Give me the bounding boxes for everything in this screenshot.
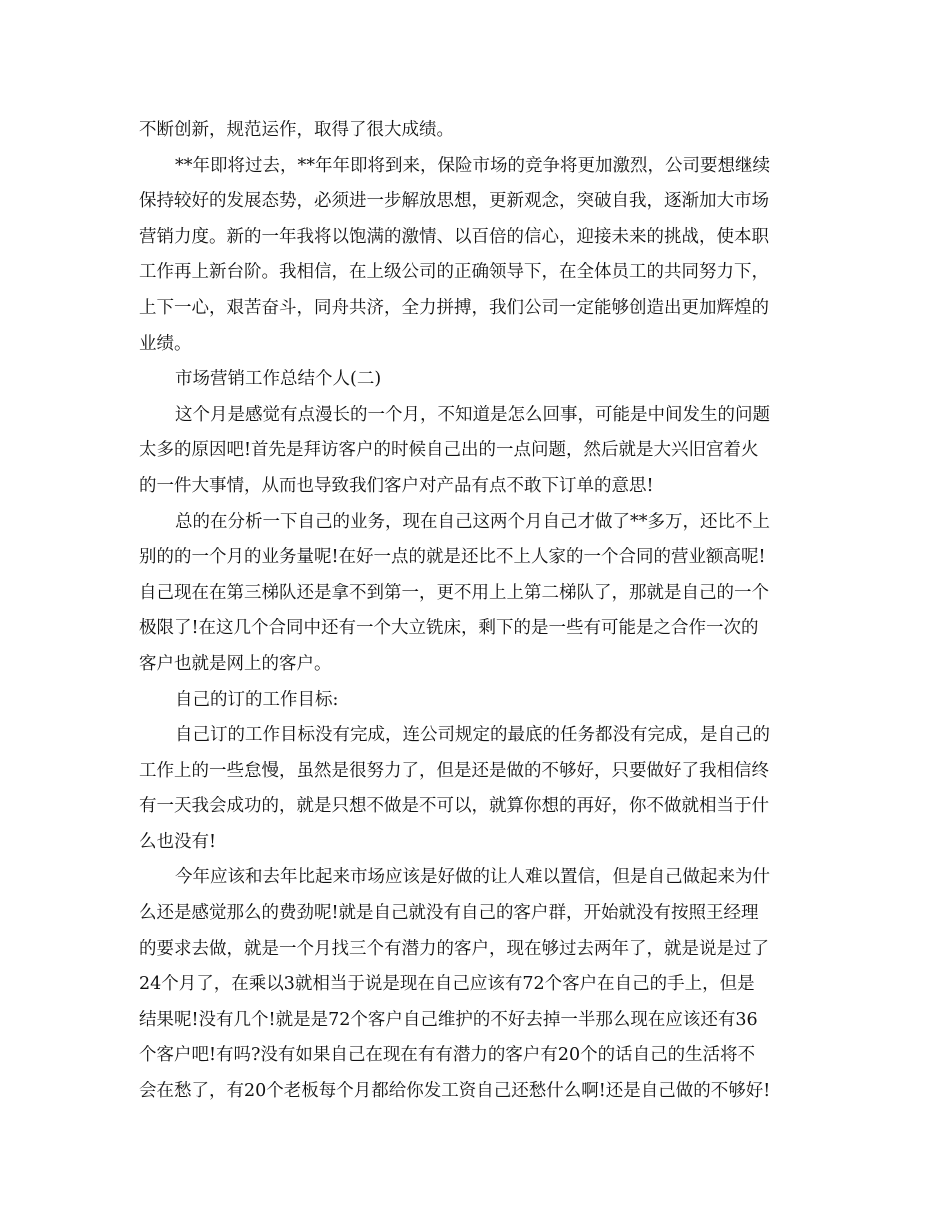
text-line: 别的的一个月的业务量呢!在好一点的就是还比不上人家的一个合同的营业额高呢! (139, 547, 766, 568)
subheading: 自己的订的工作目标: (175, 689, 339, 710)
text-line: 有一天我会成功的，就是只想不做是不可以，就算你想的再好，你不做就相当于什 (139, 796, 769, 817)
text-line: 会在愁了，有20个老板每个月都给你发工资自己还愁什么啊!还是自己做的不够好! (139, 1081, 771, 1102)
text-line: 自己订的工作目标没有完成，连公司规定的最底的任务都没有完成，是自己的 (175, 725, 770, 746)
text-line: 的要求去做，就是一个月找三个有潜力的客户，现在够过去两年了，就是说是过了 (139, 938, 769, 959)
text-line: 营销力度。新的一年我将以饱满的激情、以百倍的信心，迎接未来的挑战，使本职 (139, 226, 769, 247)
text-line: 业绩。 (139, 333, 192, 354)
section-heading: 市场营销工作总结个人(二) (175, 369, 382, 390)
text-line: 24个月了，在乘以3就相当于说是现在自己应该有72个客户在自己的手上，但是 (139, 974, 755, 995)
text-line: 工作再上新台阶。我相信，在上级公司的正确领导下，在全体员工的共同努力下， (139, 262, 769, 283)
text-line: 么也没有! (139, 831, 217, 852)
text-line: 极限了!在这几个合同中还有一个大立铣床，剩下的是一些有可能是之合作一次的 (139, 618, 759, 639)
document-body (139, 113, 815, 1110)
text-line: 上下一心，艰苦奋斗，同舟共济，全力拼搏，我们公司一定能够创造出更加辉煌的 (139, 297, 769, 318)
text-line: 结果呢!没有几个!就是是72个客户自己维护的不好去掉一半那么现在应该还有36 (139, 1009, 758, 1030)
text-line: 这个月是感觉有点漫长的一个月，不知道是怎么回事，可能是中间发生的问题 (175, 404, 770, 425)
text-line: 不断创新，规范运作，取得了很大成绩。 (139, 120, 454, 140)
text-line: 今年应该和去年比起来市场应该是好做的让人难以置信，但是自己做起来为什 (175, 867, 770, 888)
text-line: 客户也就是网上的客户。 (139, 653, 332, 674)
text-line: 太多的原因吧!首先是拜访客户的时候自己出的一点问题，然后就是大兴旧宫着火 (139, 440, 759, 461)
text-line: 自己现在在第三梯队还是拿不到第一，更不用上上第二梯队了，那就是自己的一个 (139, 582, 769, 603)
text-line: 工作上的一些怠慢，虽然是很努力了，但是还是做的不够好，只要做好了我相信终 (139, 760, 769, 781)
text-line: 么还是感觉那么的费劲呢!就是自己就没有自己的客户群，开始就没有按照王经理 (139, 903, 759, 924)
text-line: 总的在分析一下自己的业务，现在自己这两个月自己才做了**多万，还比不上 (175, 511, 770, 532)
text-line: 的一件大事情，从而也导致我们客户对产品有点不敢下订单的意思! (139, 475, 654, 496)
text-line: **年即将过去，**年年即将到来，保险市场的竞争将更加激烈，公司要想继续 (175, 155, 770, 176)
text-line: 保持较好的发展态势，必须进一步解放思想，更新观念，突破自我，逐渐加大市场 (139, 191, 769, 212)
text-line: 个客户吧!有吗?没有如果自己在现在有有潜力的客户有20个的话自己的生活将不 (139, 1045, 756, 1066)
